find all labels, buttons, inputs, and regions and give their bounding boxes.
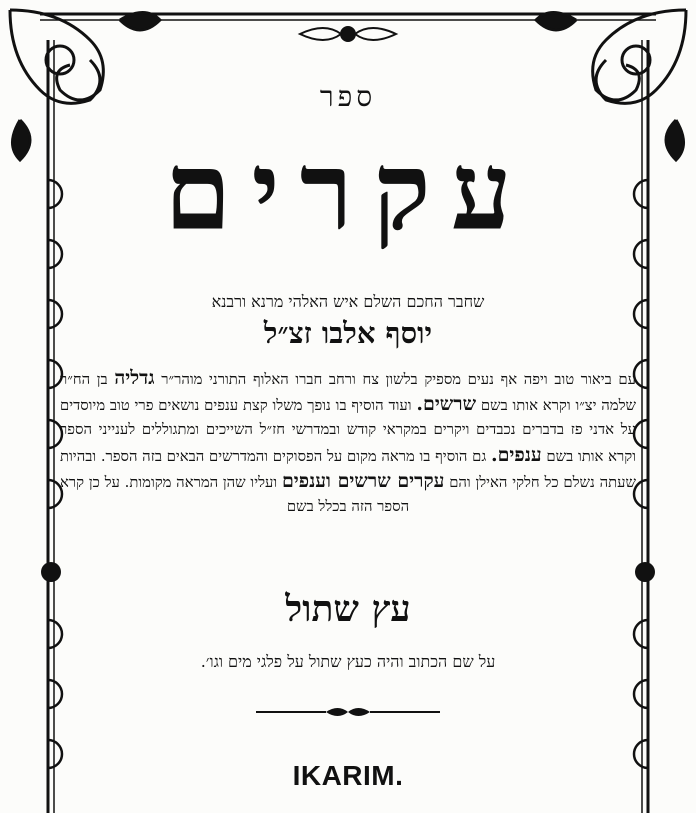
verse-line: על שם הכתוב והיה כעץ שתול על פלגי מים וגו׳. (200, 652, 496, 671)
description-highlight: שרשים. (416, 393, 477, 416)
description-text: גם הוסיף בו מראה מקום על הפסוקים והמדרשים הבאים בזה הספר. ובהיות שעתה נשלם כל חלקי האילן והם (60, 447, 636, 491)
description-highlight: גדליה (114, 367, 155, 389)
latin-title: IKARIM. (292, 760, 404, 791)
description-text: ועליו שהן המראה מקומות. על כן קרא הספר הזה בכלל בשם (60, 473, 410, 516)
description-text: בן הח״ר שלמה יצ״ו וקרא אותו בשם (60, 371, 636, 415)
description-text: ועוד הוסיף בו נופך משלו קצת ענפים נושאים פרי טוב מיוסדים על אדני פז בדברים נכבדים ויקרים במקראי קודש ובמדרשי חז״ל השייכים ומתגוללים לענייני הספר וקרא אותו בשם (60, 397, 636, 465)
title-page (60, 60, 636, 813)
main-title: עקרים (164, 129, 532, 255)
description-highlight: עקרים שרשים וענפים (281, 469, 445, 492)
tree-title: עץ שתול (285, 588, 411, 630)
description-highlight: ענפים. (490, 443, 542, 466)
description-text: עם ביאור טוב ויפה אף נעים מספיק בלשון צח ורחב חברו האלוף התורני מוהר״ר (161, 371, 636, 388)
book-label: ספר (319, 80, 377, 113)
author-name: יוסף אלבו זצ״ל (263, 316, 433, 350)
description-paragraph (60, 366, 636, 519)
author-intro: שחבר החכם השלם איש האלהי מרנא ורבנא (211, 292, 485, 311)
divider-ornament (256, 704, 440, 720)
